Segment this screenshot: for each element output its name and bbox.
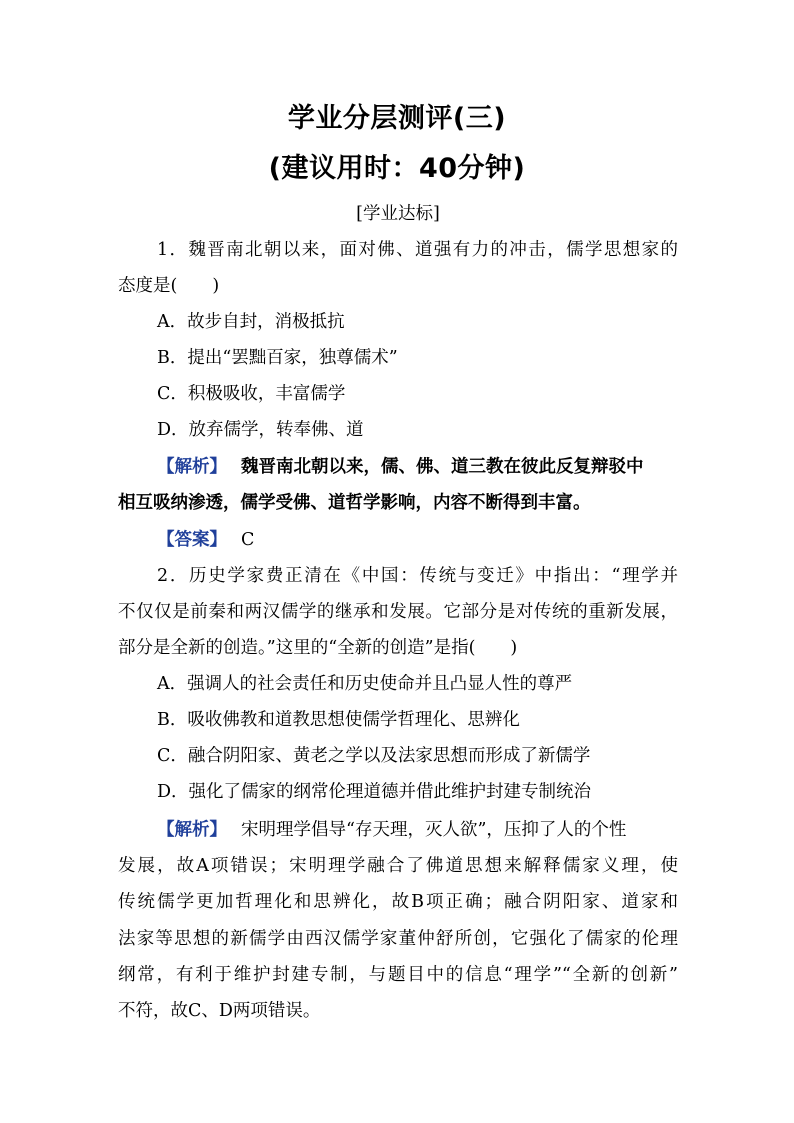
- q1-analysis-line-1: [157, 455, 678, 479]
- page-subtitle: (建议用时：40分钟): [268, 153, 526, 184]
- q2-analysis-tag: 【解析】: [157, 820, 227, 840]
- q1-analysis-text-1: 魏晋南北朝以来，儒、佛、道三教在彼此反复辩驳中: [241, 457, 644, 477]
- q2-analysis-line-2: 发展，故A项错误；宋明理学融合了佛道思想来解释儒家义理，使: [118, 856, 678, 876]
- q2-analysis-line-1: [157, 818, 678, 842]
- q1-option-a: A．故步自封，消极抵抗: [157, 312, 345, 332]
- q2-option-d: D．强化了儒家的纲常伦理道德并借此维护封建专制统治: [157, 782, 592, 802]
- q2-analysis-line-6: 不符，故C、D两项错误。: [118, 1001, 321, 1021]
- q1-analysis-line-2: 相互吸纳渗透，儒学受佛、道哲学影响，内容不断得到丰富。: [118, 493, 591, 513]
- q2-stem-line-1: 2．历史学家费正清在《中国：传统与变迁》中指出：“理学并: [157, 566, 678, 586]
- q2-analysis-line-5: 纲常，有利于维护封建专制，与题目中的信息“理学”“全新的创新”: [118, 965, 678, 985]
- q2-option-b: B．吸收佛教和道教思想使儒学哲理化、思辨化: [157, 710, 520, 730]
- q2-option-a: A．强调人的社会责任和历史使命并且凸显人性的尊严: [157, 674, 573, 694]
- q2-analysis-text-1: 宋明理学倡导“存天理，灭人欲”，压抑了人的个性: [241, 820, 627, 840]
- page-title: 学业分层测评(三): [287, 103, 507, 134]
- q2-option-c: C．融合阴阳家、黄老之学以及法家思想而形成了新儒学: [157, 746, 591, 766]
- q2-stem-line-2: 不仅仅是前秦和两汉儒学的继承和发展。它部分是对传统的重新发展，: [118, 602, 678, 622]
- q1-option-c: C．积极吸收，丰富儒学: [157, 384, 346, 404]
- q2-analysis-line-3: 传统儒学更加哲理化和思辨化，故B项正确；融合阴阳家、道家和: [118, 892, 678, 912]
- q1-stem-line-1: 1．魏晋南北朝以来，面对佛、道强有力的冲击，儒学思想家的: [157, 240, 678, 260]
- section-heading: [学业达标]: [356, 204, 440, 224]
- q1-option-d: D．放弃儒学，转奉佛、道: [157, 420, 364, 440]
- q1-stem-line-2: 态度是( ): [118, 276, 220, 296]
- q2-stem-line-3: 部分是全新的创造。”这里的“全新的创造”是指( ): [118, 638, 518, 658]
- q1-answer-line: [157, 528, 678, 552]
- q1-option-b: B．提出“罢黜百家，独尊儒术”: [157, 348, 398, 368]
- q1-answer-value: C: [241, 530, 255, 550]
- q1-answer-tag: 【答案】: [157, 530, 227, 550]
- q2-analysis-line-4: 法家等思想的新儒学由西汉儒学家董仲舒所创，它强化了儒家的伦理: [118, 929, 678, 949]
- q1-analysis-tag: 【解析】: [157, 457, 227, 477]
